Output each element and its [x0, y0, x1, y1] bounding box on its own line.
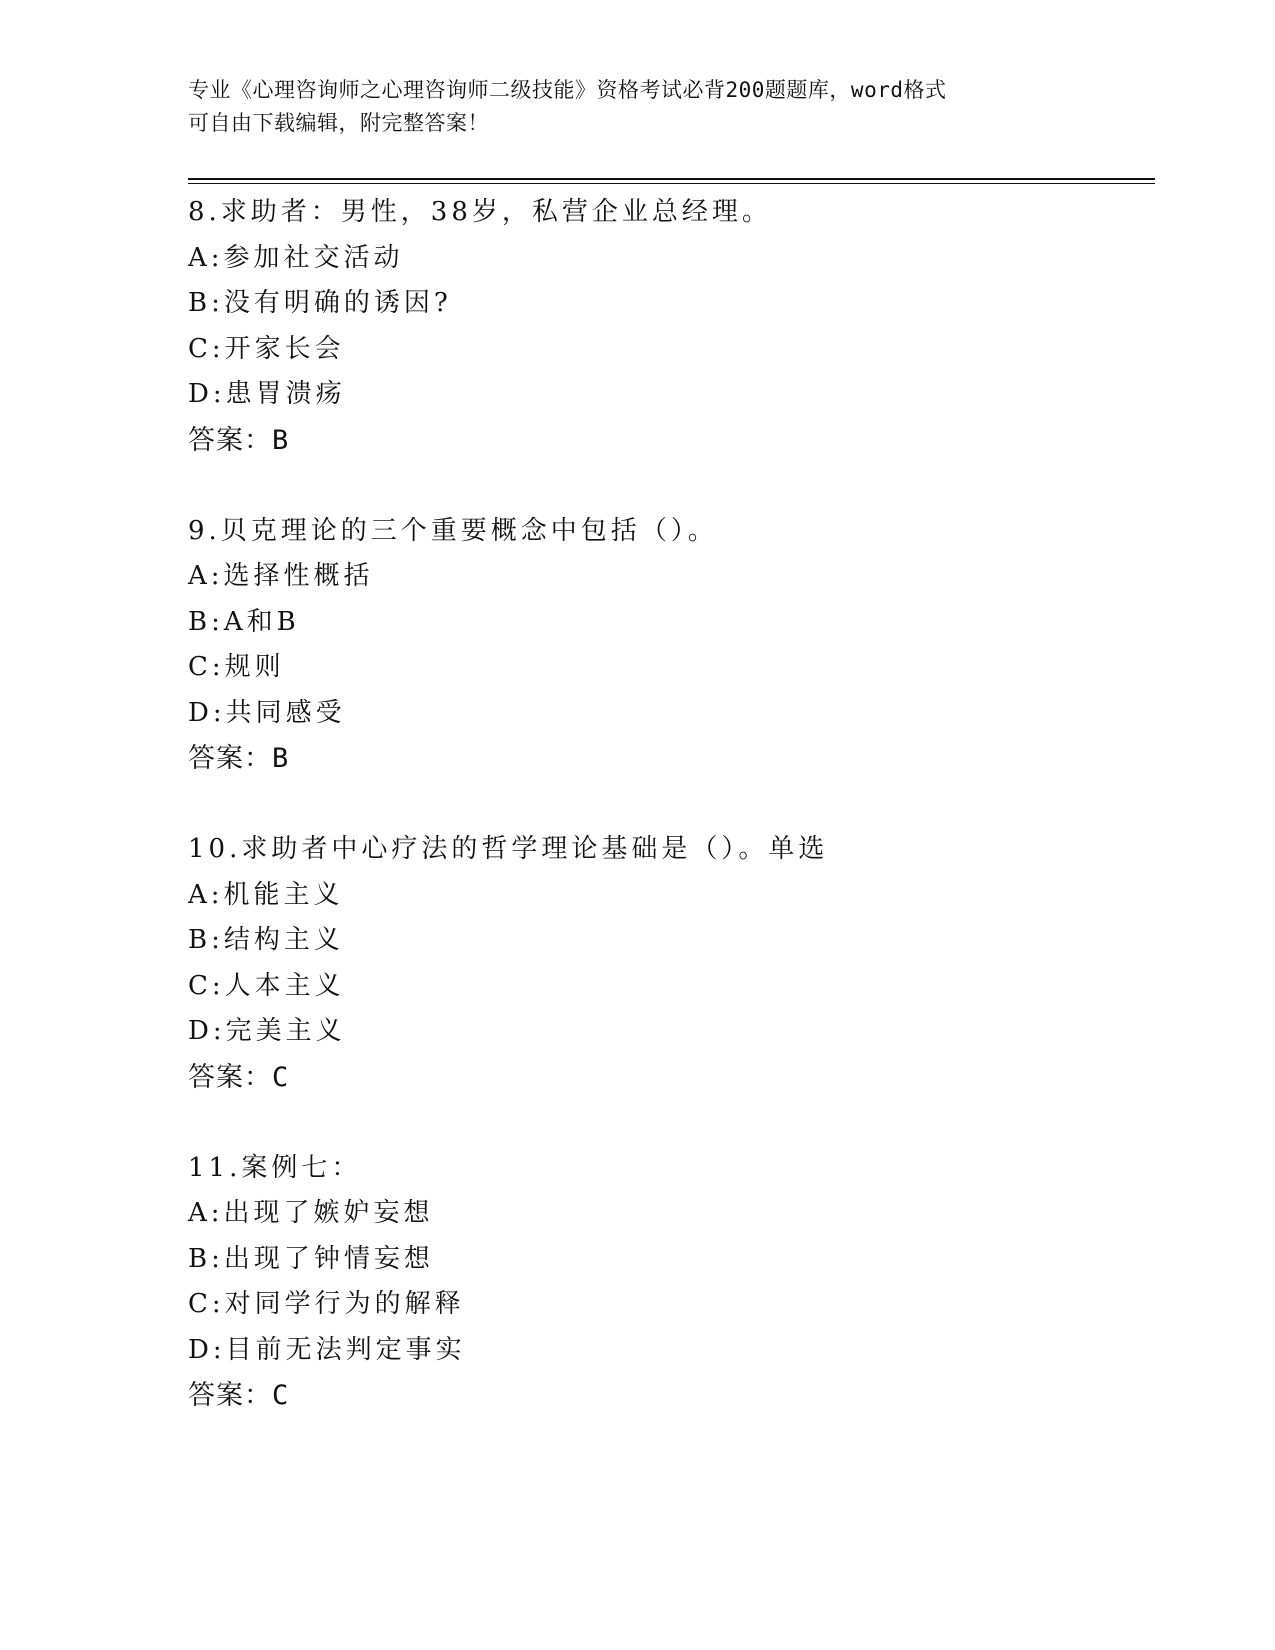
option-d: D:完美主义: [188, 1016, 346, 1046]
header-divider-thick: [188, 178, 1155, 180]
answer-line: 答案：B: [188, 743, 290, 774]
answer-line: 答案：B: [188, 424, 290, 456]
option-b: B:A和B: [188, 606, 300, 637]
option-d: D:患胃溃疡: [188, 379, 346, 409]
answer-line: 答案：C: [188, 1380, 290, 1411]
question-stem: 9.贝克理论的三个重要概念中包括（）。: [188, 515, 718, 546]
option-c: C:人本主义: [188, 970, 345, 1001]
question-11: [188, 1146, 1148, 1419]
question-stem: 11.案例七：: [188, 1152, 362, 1183]
option-c: C:规则: [188, 652, 285, 682]
header-line-1: 专业《心理咨询师之心理咨询师二级技能》资格考试必背200题题库，word格式: [188, 78, 947, 102]
header-line-2: 可自由下载编辑，附完整答案！: [188, 111, 489, 135]
option-b: B:没有明确的诱因?: [188, 288, 452, 318]
question-stem: 10.求助者中心疗法的哲学理论基础是（）。单选: [188, 834, 829, 864]
option-a: A:出现了嫉妒妄想: [188, 1198, 434, 1228]
option-d: D:共同感受: [188, 697, 346, 728]
option-a: A:选择性概括: [188, 561, 374, 591]
question-list: [188, 190, 1148, 1464]
option-c: C:对同学行为的解释: [188, 1289, 465, 1319]
option-b: B:出现了钟情妄想: [188, 1243, 434, 1274]
option-d: D:目前无法判定事实: [188, 1334, 466, 1365]
option-c: C:开家长会: [188, 333, 345, 364]
option-b: B:结构主义: [188, 925, 344, 955]
answer-line: 答案：C: [188, 1061, 290, 1093]
header-divider-thin: [188, 183, 1155, 184]
option-a: A:参加社交活动: [188, 242, 404, 273]
question-10: [188, 827, 1148, 1100]
question-8: [188, 190, 1148, 463]
document-header: [188, 74, 1088, 140]
option-a: A:机能主义: [188, 879, 344, 910]
question-9: [188, 509, 1148, 782]
question-stem: 8.求助者：男性，38岁，私营企业总经理。: [188, 197, 772, 227]
